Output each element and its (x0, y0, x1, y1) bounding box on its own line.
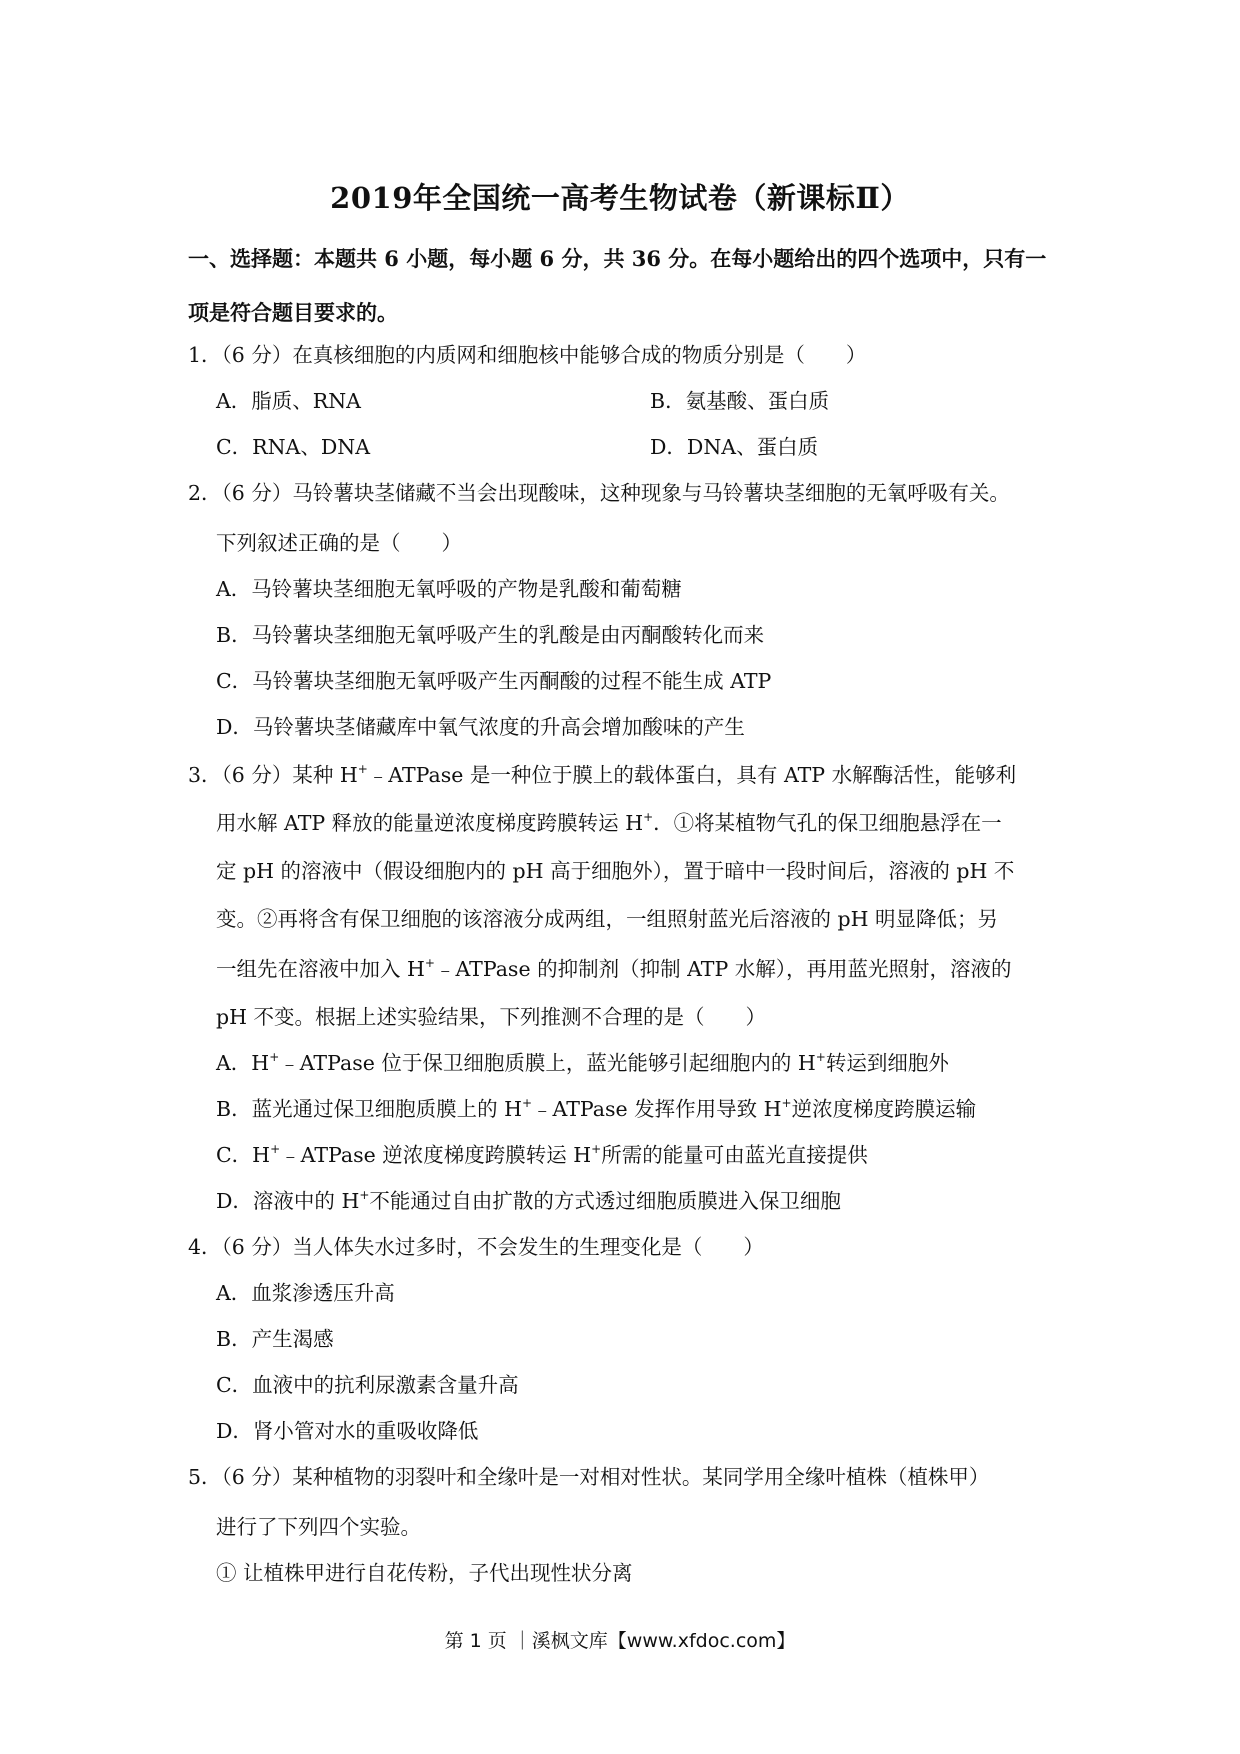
q1-option-a: A．脂质、RNA (216, 389, 361, 413)
q1-option-b: B．氨基酸、蛋白质 (650, 389, 830, 413)
page-title: 2019年全国统一高考生物试卷（新课标Ⅱ） (330, 181, 910, 215)
q5-stem-line-1: 5．（6 分）某种植物的羽裂叶和全缘叶是一对相对性状。某同学用全缘叶植株（植株甲） (188, 1465, 990, 1489)
q5-item-1: ① 让植株甲进行自花传粉，子代出现性状分离 (216, 1561, 633, 1585)
q1-option-c: C．RNA、DNA (216, 435, 371, 459)
superscript-plus: + (781, 1096, 792, 1110)
q4-stem: 4．（6 分）当人体失水过多时，不会发生的生理变化是（ ） (188, 1235, 764, 1259)
q3-stem-line-5: 一组先在溶液中加入 H+﹣ATPase 的抑制剂（抑制 ATP 水解），再用蓝光照射，溶液的 (216, 956, 1012, 981)
q4-option-c: C．血液中的抗利尿激素含量升高 (216, 1373, 519, 1397)
q3-stem-line-2: 用水解 ATP 释放的能量逆浓度梯度跨膜转运 H+．①将某植物气孔的保卫细胞悬浮在一 (216, 810, 1002, 835)
q5-stem-line-2: 进行了下列四个实验。 (216, 1515, 421, 1539)
q2-stem-line-2: 下列叙述正确的是（ ） (216, 531, 462, 555)
q2-option-c: C．马铃薯块茎细胞无氧呼吸产生丙酮酸的过程不能生成 ATP (216, 669, 772, 693)
q4-option-d: D．肾小管对水的重吸收降低 (216, 1419, 479, 1443)
q4-option-b: B．产生渴感 (216, 1327, 334, 1351)
q3-stem-line-4: 变。②再将含有保卫细胞的该溶液分成两组，一组照射蓝光后溶液的 pH 明显降低；另 (216, 907, 999, 931)
section-heading-line-2: 项是符合题目要求的。 (188, 300, 398, 325)
q2-option-a: A．马铃薯块茎细胞无氧呼吸的产物是乳酸和葡萄糖 (216, 577, 682, 601)
page-footer: 第 1 页 ｜溪枫文库【www.xfdoc.com】 (444, 1630, 796, 1652)
q3-option-a: A．H+﹣ATPase 位于保卫细胞质膜上，蓝光能够引起细胞内的 H+转运到细胞外 (216, 1050, 949, 1075)
superscript-plus: + (643, 810, 654, 824)
superscript-plus: + (359, 1188, 370, 1202)
q3-stem-line-3: 定 pH 的溶液中（假设细胞内的 pH 高于细胞外），置于暗中一段时间后，溶液的 pH 不 (216, 859, 1015, 883)
superscript-plus: + (269, 1050, 280, 1064)
q3-option-b: B．蓝光通过保卫细胞质膜上的 H+﹣ATPase 发挥作用导致 H+逆浓度梯度跨膜运输 (216, 1096, 977, 1121)
superscript-plus: + (521, 1096, 533, 1110)
q2-option-b: B．马铃薯块茎细胞无氧呼吸产生的乳酸是由丙酮酸转化而来 (216, 623, 765, 647)
q2-stem-line-1: 2．（6 分）马铃薯块茎储藏不当会出现酸味，这种现象与马铃薯块茎细胞的无氧呼吸有关。 (188, 481, 1010, 505)
q3-stem-line-1: 3．（6 分）某种 H+﹣ATPase 是一种位于膜上的载体蛋白，具有 ATP 水解酶活性，能够利 (188, 762, 1017, 787)
superscript-plus: + (424, 956, 435, 970)
q1-option-d: D．DNA、蛋白质 (650, 435, 819, 459)
q2-option-d: D．马铃薯块茎储藏库中氧气浓度的升高会增加酸味的产生 (216, 715, 745, 739)
section-heading (188, 236, 1068, 336)
q4-option-a: A．血浆渗透压升高 (216, 1281, 395, 1305)
q1-stem: 1．（6 分）在真核细胞的内质网和细胞核中能够合成的物质分别是（ ） (188, 343, 867, 367)
q3-option-d: D．溶液中的 H+不能通过自由扩散的方式透过细胞质膜进入保卫细胞 (216, 1188, 841, 1213)
superscript-plus: + (815, 1050, 826, 1064)
section-heading-line-1: 一、选择题：本题共 6 小题，每小题 6 分，共 36 分。在每小题给出的四个选项中，只有一 (188, 246, 1047, 271)
superscript-plus: + (270, 1142, 281, 1156)
q3-option-c: C．H+﹣ATPase 逆浓度梯度跨膜转运 H+所需的能量可由蓝光直接提供 (216, 1142, 868, 1167)
q3-stem-line-6: pH 不变。根据上述实验结果，下列推测不合理的是（ ） (216, 1005, 767, 1029)
superscript-plus: + (357, 762, 368, 776)
superscript-plus: + (591, 1142, 602, 1156)
